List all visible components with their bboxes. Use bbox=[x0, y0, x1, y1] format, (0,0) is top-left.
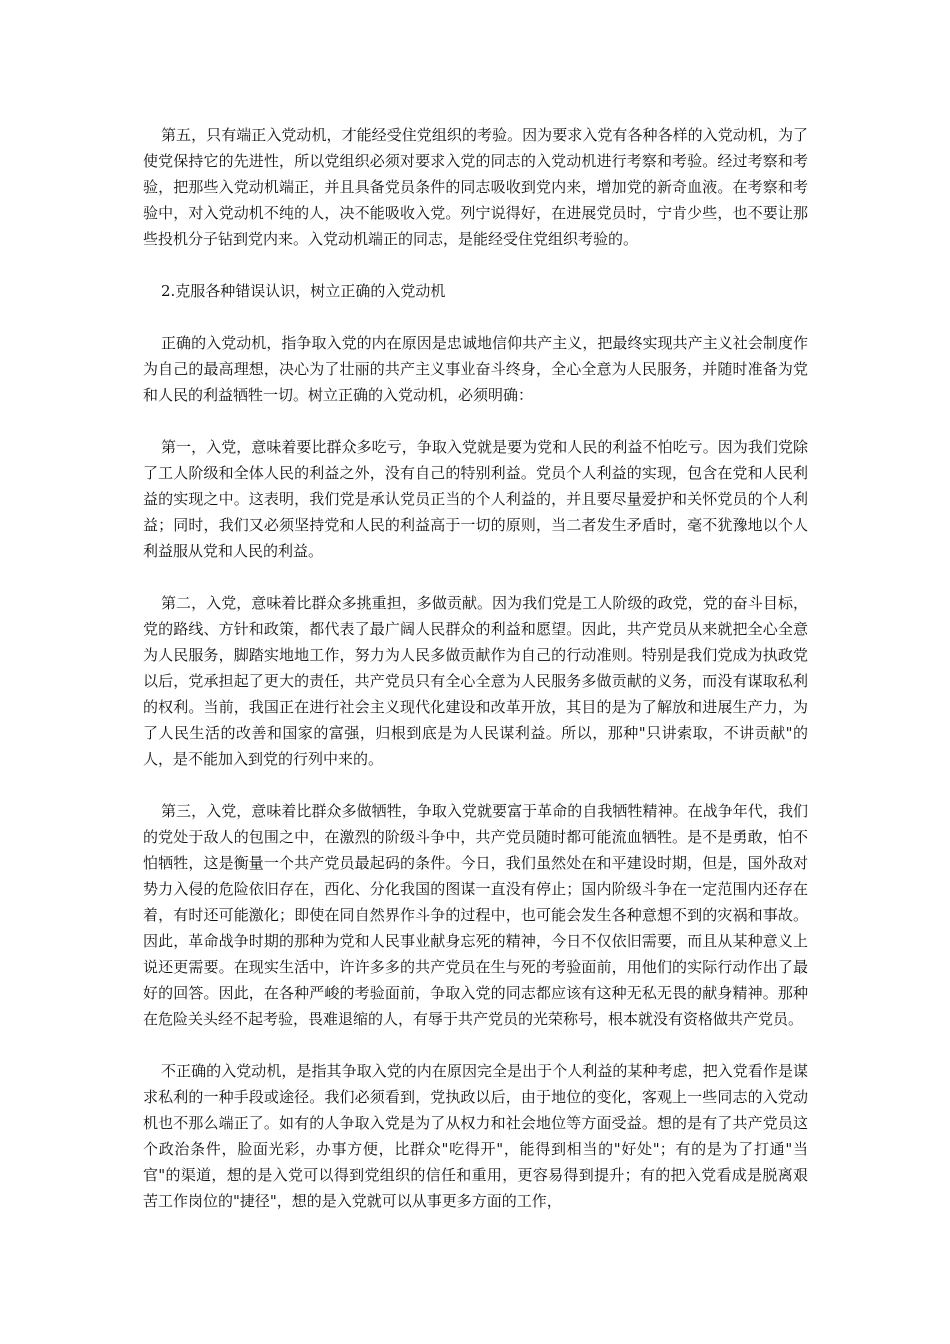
section-heading: 2.克服各种错误认识，树立正确的入党动机 bbox=[161, 282, 446, 300]
paragraph-second-point: 第二，入党，意味着比群众多挑重担，多做贡献。因为我们党是工人阶级的政党，党的奋斗目标，党的路线、方针和政策，都代表了最广阔人民群众的利益和愿望。因此，共产党员从来就把全心全意为人民服务，脚踏实地地工作，努力为人民多做贡献作为自己的行动准则。特别是我们党成为执政党以后，党承担起了更大的责任，共产党员只有全心全意为人民服务多做贡献的义务，而没有谋取私利的权利。当前，我国正在进行社会主义现代化建设和改革开放，其目的是为了解放和进展生产力，为了人民生活的改善和国家的富强，归根到底是为人民谋利益。所以，那种"只讲索取，不讲贡献"的人，是不能加入到党的行列中来的。 bbox=[143, 594, 808, 768]
paragraph-fifth-point: 第五，只有端正入党动机，才能经受住党组织的考验。因为要求入党有各种各样的入党动机，为了使党保持它的先进性，所以党组织必须对要求入党的同志的入党动机进行考察和考验。经过考察和考验，把那些入党动机端正，并且具备党员条件的同志吸收到党内来，增加党的新奇血液。在考察和考验中，对入党动机不纯的人，决不能吸收入党。列宁说得好，在进展党员时，宁肯少些，也不要让那些投机分子钻到党内来。入党动机端正的同志，是能经受住党组织考验的。 bbox=[143, 126, 808, 248]
document-body bbox=[143, 122, 808, 1240]
paragraph-first-point: 第一，入党，意味着要比群众多吃亏，争取入党就是要为党和人民的利益不怕吃亏。因为我们党除了工人阶级和全体人民的利益之外，没有自己的特别利益。党员个人利益的实现，包含在党和人民利益的实现之中。这表明，我们党是承认党员正当的个人利益的，并且要尽量爱护和关怀党员的个人利益；同时，我们又必须坚持党和人民的利益高于一切的原则，当二者发生矛盾时，毫不犹豫地以个人利益服从党和人民的利益。 bbox=[143, 438, 808, 560]
paragraph-correct-motive: 正确的入党动机，指争取入党的内在原因是忠诚地信仰共产主义，把最终实现共产主义社会制度作为自己的最高理想，决心为了壮丽的共产主义事业奋斗终身，全心全意为人民服务，并随时准备为党和人民的利益牺牲一切。树立正确的入党动机，必须明确： bbox=[143, 334, 808, 404]
paragraph-incorrect-motive: 不正确的入党动机，是指其争取入党的内在原因完全是出于个人利益的某种考虑，把入党看作是谋求私利的一种手段或途径。我们必须看到，党执政以后，由于地位的变化，客观上一些同志的入党动机也不那么端正了。如有的人争取入党是为了从权力和社会地位等方面受益。想的是有了共产党员这个政治条件，脸面光彩，办事方便，比群众"吃得开"，能得到相当的"好处"；有的是为了打通"当官"的渠道，想的是入党可以得到党组织的信任和重用，更容易得到提升；有的把入党看成是脱离艰苦工作岗位的"捷径"，想的是入党就可以从事更多方面的工作， bbox=[143, 1062, 808, 1210]
paragraph-third-point: 第三，入党，意味着比群众多做牺牲，争取入党就要富于革命的自我牺牲精神。在战争年代，我们的党处于敌人的包围之中，在激烈的阶级斗争中，共产党员随时都可能流血牺牲。是不是勇敢，怕不怕牺牲，这是衡量一个共产党员最起码的条件。今日，我们虽然处在和平建设时期，但是，国外敌对势力入侵的危险依旧存在，西化、分化我国的图谋一直没有停止；国内阶级斗争在一定范围内还存在着，有时还可能激化；即使在同自然界作斗争的过程中，也可能会发生各种意想不到的灾祸和事故。因此，革命战争时期的那种为党和人民事业献身忘死的精神，今日不仅依旧需要，而且从某种意义上说还更需要。在现实生活中，许许多多的共产党员在生与死的考验面前，用他们的实际行动作出了最好的回答。因此，在各种严峻的考验面前，争取入党的同志都应该有这种无私无畏的献身精神。那种在危险关头经不起考验，畏难退缩的人，有辱于共产党员的光荣称号，根本就没有资格做共产党员。 bbox=[143, 802, 808, 1028]
